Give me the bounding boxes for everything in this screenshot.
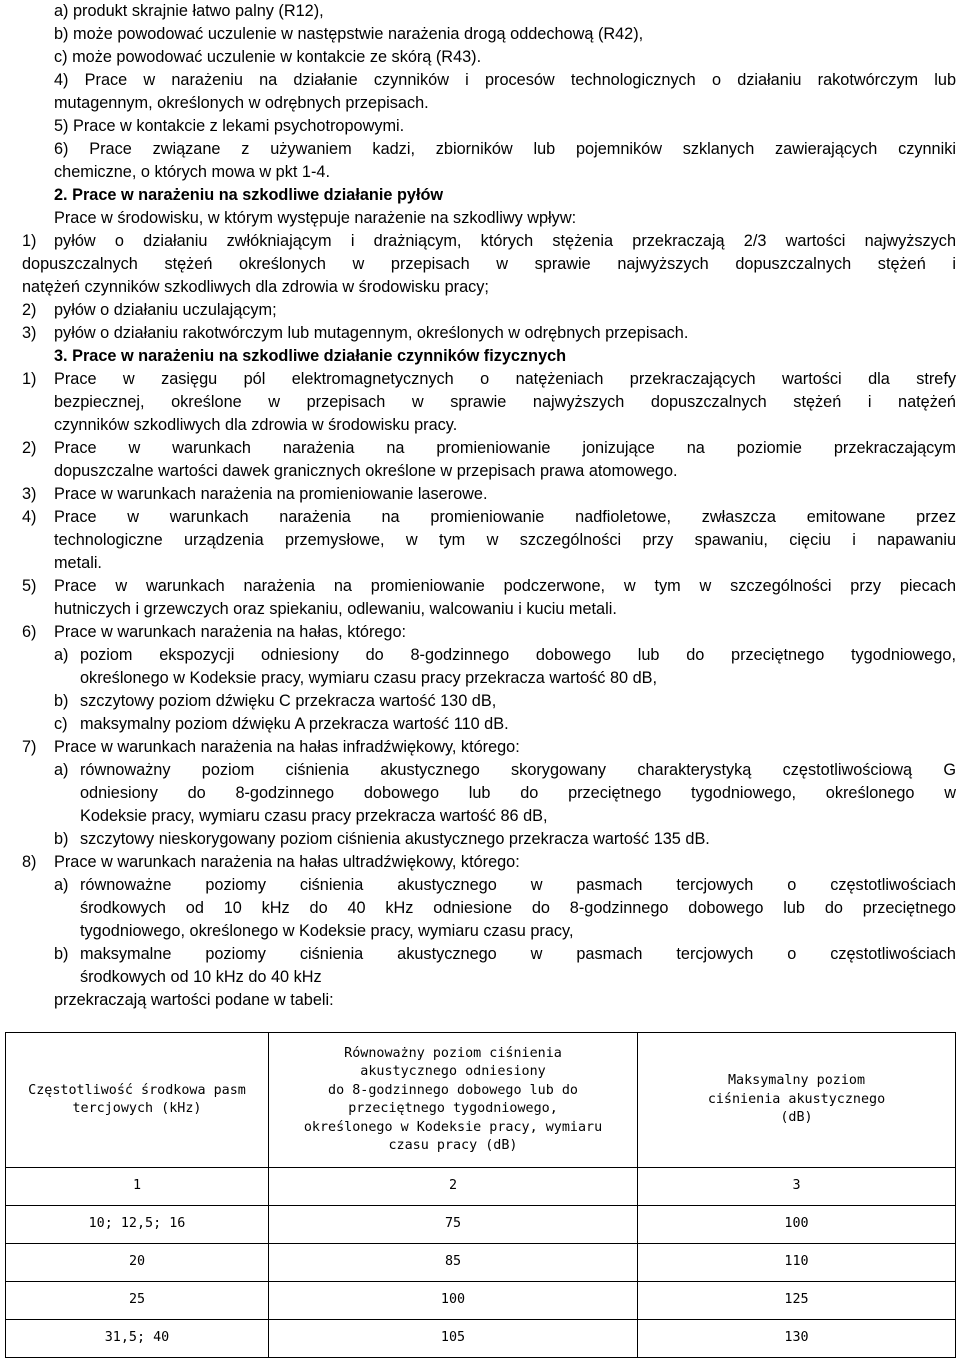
physical-item-6: Prace w warunkach narażenia na hałas, którego: — [54, 623, 407, 641]
item-number: 8) — [22, 853, 37, 871]
infrasound-item-a: równoważny poziom ciśnienia akustycznego skorygowany charakterystyką częstotliwościową G — [80, 761, 956, 779]
ultrasound-item-a-cont2: tygodniowego, określonego w Kodeksie pracy, wymiaru czasu pracy, — [80, 922, 574, 940]
physical-item-7: Prace w warunkach narażenia na hałas infradźwiękowy, którego: — [54, 738, 520, 756]
infrasound-item-b: szczytowy nieskorygowany poziom ciśnienia akustycznego przekracza wartość 135 dB. — [80, 830, 710, 848]
table-row — [6, 1282, 956, 1320]
dust-item-1-cont: dopuszczalnych stężeń określonych w przepisach w sprawie najwyższych dopuszczalnych stężeń i — [22, 255, 956, 273]
table-row — [6, 1206, 956, 1244]
item-number: b) — [54, 945, 69, 963]
table-cell: 125 — [638, 1282, 956, 1320]
table-header-frequency: Częstotliwość środkowa pasm tercjowych (kHz) — [6, 1033, 269, 1168]
table-header-max-level: Maksymalny poziom ciśnienia akustycznego (dB) — [638, 1033, 956, 1168]
item-number: 1) — [22, 232, 37, 250]
item-number: 2) — [22, 301, 37, 319]
dust-item-1: pyłów o działaniu zwłókniającym i drażniącym, których stężenia przekraczają 2/3 wartości najwyższych — [54, 232, 956, 250]
noise-item-a: poziom ekspozycji odniesiony do 8-godzinnego dobowego lub do przeciętnego tygodniowego, — [80, 646, 956, 664]
table-cell: 2 — [269, 1168, 638, 1206]
dust-item-2: pyłów o działaniu uczulającym; — [54, 301, 277, 319]
table-row — [6, 1244, 956, 1282]
physical-item-8: Prace w warunkach narażenia na hałas ultradźwiękowy, którego: — [54, 853, 520, 871]
list-item-b-r42: b) może powodować uczulenie w następstwie narażenia drogą oddechową (R42), — [54, 25, 644, 43]
item-number: 2) — [22, 439, 37, 457]
section-2-heading: 2. Prace w narażeniu na szkodliwe działanie pyłów — [54, 186, 444, 204]
item-number: b) — [54, 692, 69, 710]
infrasound-item-a-cont2: Kodeksie pracy, wymiaru czasu pracy przekracza wartość 86 dB, — [80, 807, 548, 825]
table-cell: 85 — [269, 1244, 638, 1282]
list-item-4: 4) Prace w narażeniu na działanie czynników i procesów technologicznych o działaniu rakotwórczym lub — [54, 71, 956, 89]
physical-item-4-cont2: metali. — [54, 554, 102, 572]
table-cell: 105 — [269, 1320, 638, 1358]
noise-item-b: szczytowy poziom dźwięku C przekracza wartość 130 dB, — [80, 692, 497, 710]
dust-item-3: pyłów o działaniu rakotwórczym lub mutagennym, określonych w odrębnych przepisach. — [54, 324, 689, 342]
item-number: 3) — [22, 324, 37, 342]
infrasound-item-a-cont: odniesiony do 8-godzinnego dobowego lub do przeciętnego tygodniowego, określonego w — [80, 784, 956, 802]
ultrasound-item-b: maksymalne poziomy ciśnienia akustycznego w pasmach tercjowych o częstotliwościach — [80, 945, 956, 963]
table-cell: 1 — [6, 1168, 269, 1206]
item-number: 1) — [22, 370, 37, 388]
physical-item-5-cont: hutniczych i grzewczych oraz spiekaniu, odlewaniu, walcowaniu i kuciu metali. — [54, 600, 617, 618]
table-row — [6, 1320, 956, 1358]
table-cell: 75 — [269, 1206, 638, 1244]
section-3-heading: 3. Prace w narażeniu na szkodliwe działanie czynników fizycznych — [54, 347, 567, 365]
table-cell: 110 — [638, 1244, 956, 1282]
table-intro: przekraczają wartości podane w tabeli: — [54, 991, 334, 1009]
table-header-equivalent-level: Równoważny poziom ciśnienia akustycznego odniesiony do 8-godzinnego dobowego lub do przeciętnego tygodniowego, określonego w Kodeksie pracy, wymiaru czasu pracy (dB) — [269, 1033, 638, 1168]
item-number: 6) — [22, 623, 37, 641]
table-cell: 100 — [269, 1282, 638, 1320]
item-number: a) — [54, 761, 69, 779]
table-header-row — [6, 1033, 956, 1168]
physical-item-4: Prace w warunkach narażenia na promieniowanie nadfioletowe, zwłaszcza emitowane przez — [54, 508, 956, 526]
physical-item-1: Prace w zasięgu pól elektromagnetycznych o natężeniach przekraczających wartości dla strefy — [54, 370, 956, 388]
ultrasound-limits-table — [5, 1032, 956, 1358]
physical-item-2: Prace w warunkach narażenia na promieniowanie jonizujące na poziomie przekraczającym — [54, 439, 956, 457]
list-item-4-cont: mutagennym, określonych w odrębnych przepisach. — [54, 94, 429, 112]
table-cell: 25 — [6, 1282, 269, 1320]
ultrasound-item-b-cont: środkowych od 10 kHz do 40 kHz — [80, 968, 322, 986]
table-cell: 31,5; 40 — [6, 1320, 269, 1358]
table-cell: 130 — [638, 1320, 956, 1358]
physical-item-5: Prace w warunkach narażenia na promieniowanie podczerwone, w tym w szczególności przy piecach — [54, 577, 956, 595]
noise-item-c: maksymalny poziom dźwięku A przekracza wartość 110 dB. — [80, 715, 509, 733]
list-item-5: 5) Prace w kontakcie z lekami psychotropowymi. — [54, 117, 405, 135]
noise-item-a-cont: określonego w Kodeksie pracy, wymiaru czasu pracy przekracza wartość 80 dB, — [80, 669, 658, 687]
section-2-intro: Prace w środowisku, w którym występuje narażenie na szkodliwy wpływ: — [54, 209, 577, 227]
dust-item-1-cont2: natężeń czynników szkodliwych dla zdrowia w środowisku pracy; — [22, 278, 489, 296]
physical-item-2-cont: dopuszczalne wartości dawek granicznych określone w przepisach prawa atomowego. — [54, 462, 678, 480]
item-number: 3) — [22, 485, 37, 503]
table-row — [6, 1168, 956, 1206]
physical-item-1-cont: bezpiecznej, określone w przepisach w sprawie najwyższych dopuszczalnych stężeń i natężeń — [54, 393, 956, 411]
item-number: a) — [54, 646, 69, 664]
physical-item-4-cont: technologiczne urządzenia przemysłowe, w tym w szczególności przy spawaniu, cięciu i napawaniu — [54, 531, 956, 549]
ultrasound-item-a: równoważne poziomy ciśnienia akustycznego w pasmach tercjowych o częstotliwościach — [80, 876, 956, 894]
list-item-6-cont: chemiczne, o których mowa w pkt 1-4. — [54, 163, 330, 181]
list-item-6: 6) Prace związane z używaniem kadzi, zbiorników lub pojemników szklanych zawierających czynniki — [54, 140, 956, 158]
list-item-a-r12: a) produkt skrajnie łatwo palny (R12), — [54, 2, 324, 20]
physical-item-1-cont2: czynników szkodliwych dla zdrowia w środowisku pracy. — [54, 416, 458, 434]
physical-item-3: Prace w warunkach narażenia na promieniowanie laserowe. — [54, 485, 488, 503]
table-cell: 20 — [6, 1244, 269, 1282]
table-cell: 3 — [638, 1168, 956, 1206]
item-number: c) — [54, 715, 68, 733]
table-cell: 10; 12,5; 16 — [6, 1206, 269, 1244]
item-number: 5) — [22, 577, 37, 595]
item-number: b) — [54, 830, 69, 848]
item-number: 4) — [22, 508, 37, 526]
item-number: 7) — [22, 738, 37, 756]
item-number: a) — [54, 876, 69, 894]
ultrasound-item-a-cont: środkowych od 10 kHz do 40 kHz odniesione do 8-godzinnego dobowego lub do przeciętnego — [80, 899, 956, 917]
table-cell: 100 — [638, 1206, 956, 1244]
list-item-c-r43: c) może powodować uczulenie w kontakcie ze skórą (R43). — [54, 48, 482, 66]
